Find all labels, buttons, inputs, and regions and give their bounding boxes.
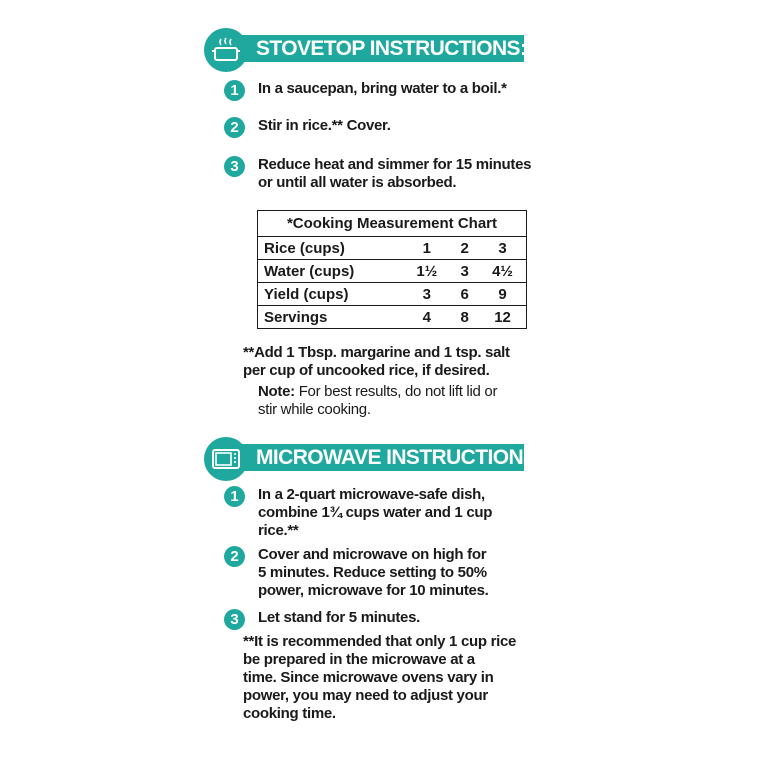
step-text: Let stand for 5 minutes. [258,609,420,626]
table-row [258,260,527,283]
cell: 1½ [404,260,451,283]
cell: 12 [479,306,526,329]
microwave-icon [204,437,248,481]
measurement-chart [257,210,527,329]
pot-icon [204,28,248,72]
step-text: In a 2-quart microwave-safe dish, combine 1¾ cups water and 1 cup rice.** [258,486,493,539]
cell: 3 [404,283,451,306]
step-text: Stir in rice.** Cover. [258,117,391,134]
cell: 3 [450,260,479,283]
tip-label: Note: [258,383,295,400]
step-text: In a saucepan, bring water to a boil.* [258,80,507,97]
row-label: Servings [258,306,404,329]
microwave-title: MICROWAVE INSTRUCTIONS: [222,444,524,471]
step-number: 2 [224,546,245,567]
table-row [258,237,527,260]
cell: 3 [479,237,526,260]
stovetop-banner [204,32,527,62]
row-label: Yield (cups) [258,283,404,306]
stovetop-title: STOVETOP INSTRUCTIONS: [222,35,524,62]
step-number: 1 [224,80,245,101]
step-number: 3 [224,609,245,630]
step-text: Reduce heat and simmer for 15 minutes or until all water is absorbed. [258,156,532,191]
cell: 1 [404,237,451,260]
step-text: Cover and microwave on high for 5 minutes. Reduce setting to 50% power, microwave for 10 minutes. [258,546,489,599]
step-number: 2 [224,117,245,138]
cell: 9 [479,283,526,306]
tip-note [258,383,497,419]
cell: 6 [450,283,479,306]
step-number: 1 [224,486,245,507]
stovetop-footnote: **Add 1 Tbsp. margarine and 1 tsp. salt per cup of uncooked rice, if desired. [243,344,510,379]
table-row [258,283,527,306]
chart-title: *Cooking Measurement Chart [258,211,527,237]
step-number: 3 [224,156,245,177]
cell: 8 [450,306,479,329]
table-row [258,306,527,329]
microwave-footnote: **It is recommended that only 1 cup rice be prepared in the microwave at a time. Since microwave ovens vary in power, you may need to adjust your cooking time. [243,633,517,722]
row-label: Rice (cups) [258,237,404,260]
cell: 2 [450,237,479,260]
tip-text: For best results, do not lift lid or stir while cooking. [258,383,498,418]
microwave-banner [204,441,543,471]
cell: 4 [404,306,451,329]
row-label: Water (cups) [258,260,404,283]
cell: 4½ [479,260,526,283]
